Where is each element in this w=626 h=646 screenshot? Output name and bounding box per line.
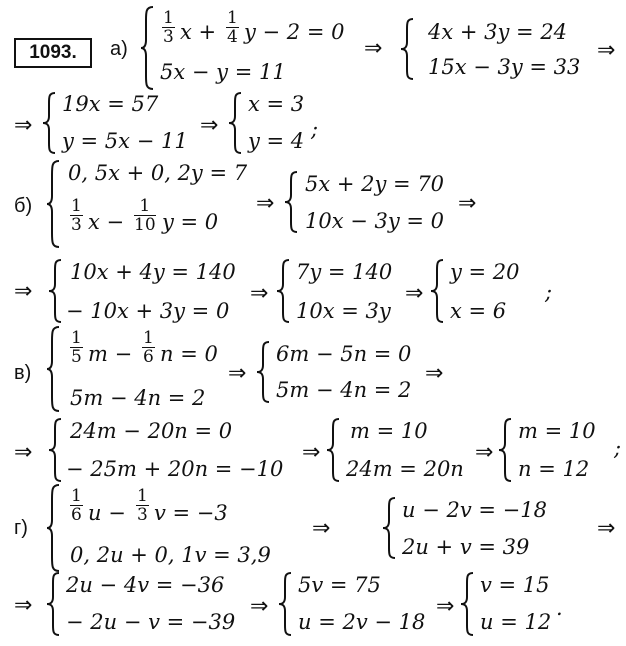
equation-part: y = 0 bbox=[162, 210, 219, 234]
fraction-denominator: 10 bbox=[134, 215, 156, 235]
equation: 2u − 4v = −36 bbox=[66, 573, 225, 597]
punctuation: . bbox=[556, 596, 563, 620]
part-b-label: б) bbox=[14, 195, 33, 217]
equation: 4x + 3y = 24 bbox=[428, 20, 568, 44]
fraction-numerator: 1 bbox=[71, 486, 82, 506]
equation-part: n = 0 bbox=[160, 342, 218, 366]
brace bbox=[276, 259, 290, 323]
equation: u = 2v − 18 bbox=[298, 610, 426, 634]
equation-part: y − 2 = 0 bbox=[244, 20, 345, 44]
punctuation: ; bbox=[311, 117, 319, 141]
implies-arrow: ⇒ bbox=[302, 440, 321, 465]
brace bbox=[46, 484, 60, 572]
fraction-numerator: 1 bbox=[71, 328, 82, 348]
brace bbox=[256, 341, 270, 403]
implies-arrow: ⇒ bbox=[250, 281, 269, 306]
equation-part: m − bbox=[88, 342, 133, 366]
equation: 0, 5x + 0, 2y = 7 bbox=[68, 161, 248, 185]
equation: y = 4 bbox=[248, 129, 305, 153]
fraction-denominator: 4 bbox=[227, 27, 238, 47]
implies-arrow: ⇒ bbox=[256, 191, 275, 216]
implies-arrow: ⇒ bbox=[425, 361, 444, 386]
equation: − 25m + 20n = −10 bbox=[66, 457, 284, 481]
fraction-numerator: 1 bbox=[143, 328, 154, 348]
equation: − 10x + 3y = 0 bbox=[66, 299, 230, 323]
implies-arrow: ⇒ bbox=[597, 516, 616, 541]
fraction-denominator: 6 bbox=[143, 347, 154, 367]
part-v-label: в) bbox=[14, 362, 32, 384]
brace bbox=[140, 6, 154, 90]
fraction-denominator: 3 bbox=[163, 27, 174, 47]
implies-arrow: ⇒ bbox=[14, 440, 33, 465]
equation: 10x + 4y = 140 bbox=[70, 260, 236, 284]
part-g-label: г) bbox=[14, 517, 28, 539]
implies-arrow: ⇒ bbox=[228, 361, 247, 386]
equation-part: v = −3 bbox=[154, 501, 228, 525]
problem-number-box bbox=[14, 38, 92, 68]
equation: 15x − 3y = 33 bbox=[428, 55, 581, 79]
implies-arrow: ⇒ bbox=[14, 593, 33, 618]
fraction-numerator: 1 bbox=[227, 8, 238, 28]
brace bbox=[284, 171, 298, 233]
brace bbox=[430, 259, 444, 323]
implies-arrow: ⇒ bbox=[364, 36, 383, 61]
fraction-numerator: 1 bbox=[71, 196, 82, 216]
fraction bbox=[134, 198, 156, 234]
fraction-denominator: 5 bbox=[71, 347, 82, 367]
fraction bbox=[162, 10, 175, 46]
equation: u − 2v = −18 bbox=[402, 498, 547, 522]
implies-arrow: ⇒ bbox=[250, 594, 269, 619]
fraction-numerator: 1 bbox=[134, 198, 156, 216]
problem-number: 1093. bbox=[29, 42, 77, 63]
implies-arrow: ⇒ bbox=[475, 440, 494, 465]
fraction bbox=[70, 198, 83, 234]
fraction bbox=[226, 10, 239, 46]
fraction-denominator: 3 bbox=[137, 505, 148, 525]
equation: 5x + 2y = 70 bbox=[305, 172, 445, 196]
brace bbox=[46, 326, 60, 412]
equation-part: u − bbox=[88, 501, 126, 525]
implies-arrow: ⇒ bbox=[597, 38, 616, 63]
brace bbox=[460, 572, 474, 636]
fraction-numerator: 1 bbox=[137, 486, 148, 506]
fraction-numerator: 1 bbox=[163, 8, 174, 28]
equation: − 2u − v = −39 bbox=[66, 610, 236, 634]
equation: 6m − 5n = 0 bbox=[276, 342, 412, 366]
equation-part: x + bbox=[180, 20, 217, 44]
equation: u = 12 bbox=[480, 610, 552, 634]
brace bbox=[42, 92, 56, 154]
equation: 24m = 20n bbox=[346, 457, 464, 481]
equation: 5m − 4n = 2 bbox=[276, 378, 412, 402]
equation: 5x − y = 11 bbox=[160, 60, 286, 84]
equation: m = 10 bbox=[518, 419, 596, 443]
equation: x = 3 bbox=[248, 92, 305, 116]
brace bbox=[382, 497, 396, 559]
implies-arrow: ⇒ bbox=[14, 279, 33, 304]
equation: y = 20 bbox=[450, 260, 520, 284]
brace bbox=[498, 418, 512, 482]
equation: 7y = 140 bbox=[296, 260, 393, 284]
brace bbox=[228, 92, 242, 154]
punctuation: ; bbox=[614, 436, 622, 460]
equation: 10x − 3y = 0 bbox=[305, 209, 445, 233]
equation: n = 12 bbox=[518, 457, 590, 481]
equation: y = 5x − 11 bbox=[62, 129, 188, 153]
brace bbox=[400, 18, 414, 80]
equation: 10x = 3y bbox=[296, 299, 391, 323]
punctuation: ; bbox=[545, 280, 553, 304]
equation: 19x = 57 bbox=[62, 92, 159, 116]
fraction bbox=[70, 330, 83, 366]
implies-arrow: ⇒ bbox=[458, 191, 477, 216]
brace bbox=[48, 418, 62, 482]
equation: 24m − 20n = 0 bbox=[70, 419, 233, 443]
implies-arrow: ⇒ bbox=[436, 594, 455, 619]
equation: v = 15 bbox=[480, 573, 550, 597]
implies-arrow: ⇒ bbox=[405, 281, 424, 306]
fraction-denominator: 3 bbox=[71, 215, 82, 235]
fraction bbox=[142, 330, 155, 366]
equation: x = 6 bbox=[450, 299, 507, 323]
brace bbox=[278, 572, 292, 636]
brace bbox=[46, 160, 60, 248]
implies-arrow: ⇒ bbox=[14, 113, 33, 138]
equation: 2u + v = 39 bbox=[402, 535, 530, 559]
fraction bbox=[136, 488, 149, 524]
implies-arrow: ⇒ bbox=[200, 113, 219, 138]
brace bbox=[326, 418, 340, 482]
fraction-denominator: 6 bbox=[71, 505, 82, 525]
equation: 0, 2u + 0, 1v = 3,9 bbox=[70, 543, 271, 567]
implies-arrow: ⇒ bbox=[312, 516, 331, 541]
equation: m = 10 bbox=[350, 419, 428, 443]
equation: 5m − 4n = 2 bbox=[70, 386, 206, 410]
equation: 5v = 75 bbox=[298, 573, 381, 597]
brace bbox=[48, 259, 62, 323]
part-a-label: а) bbox=[110, 38, 128, 60]
brace bbox=[46, 572, 60, 636]
fraction bbox=[70, 488, 83, 524]
equation-part: x − bbox=[88, 210, 125, 234]
